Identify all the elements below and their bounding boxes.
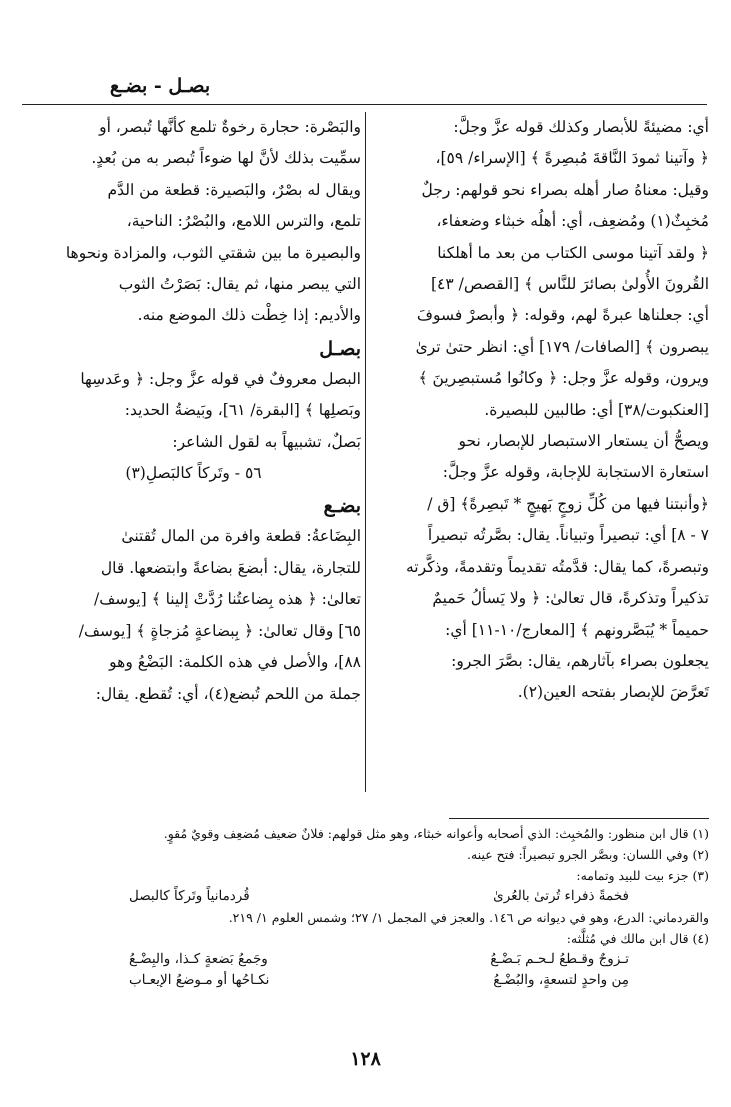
- footnote-verse: [19, 886, 709, 907]
- page-header: بصـل - بضـع: [109, 75, 211, 97]
- text-line: استعارة الاستجابة للإجابة، وقوله عزَّ وجلَّ:: [442, 463, 709, 482]
- text-line: البِضَاعةُ: قطعة وافرة من المال تُقتنىٰ: [121, 527, 361, 546]
- text-line: [العنكبوت/٣٨] أي: طالبين للبصيرة.: [484, 400, 709, 419]
- verse-hemistich: نكـاحُها أو مـوضعُ الإيعـاب: [129, 972, 270, 988]
- text-line: التي يبصر منها، ثم يقال: بَصَرْتُ الثوب: [118, 275, 361, 294]
- text-line: ويقال له بصْرٌ، والبَصيرة: قطعة من الدَّم: [107, 180, 361, 199]
- verse-line: ٥٦ - وتَركاً كالبَصلِ(٣): [125, 464, 262, 483]
- entry-heading-bada: بضـع: [323, 495, 361, 518]
- text-line: حميماً * يُبَصَّرونهم ﴾ [المعارج/١٠-١١] أي:: [445, 620, 709, 639]
- text-line: بَصلٌ، تشبيهاً به لقول الشاعر:: [172, 432, 361, 451]
- verse-hemistich: مِن واحدٍ لتسعةٍ، والبُضْـعُ: [493, 972, 629, 988]
- footnote-verse: [19, 949, 709, 970]
- text-line: ﴿ ولقد آتينا موسى الكتاب من بعد ما أهلكنا: [437, 243, 709, 262]
- text-line: ٧ - ٨] أي: تبصيراً وتبياناً. يقال: بصَّرتُه تبصيراً: [427, 526, 709, 545]
- text-line: أي: مضيئةً للأبصار وكذلك قوله عزَّ وجلَّ:: [453, 118, 709, 136]
- footnotes: [19, 823, 709, 991]
- text-line: تعالىٰ: ﴿ هذه بِضاعتُنا رُدَّتْ إلينا ﴾ [يوسف/: [94, 590, 361, 609]
- text-line: ويصحُّ أن يستعار الاستبصار للإبصار، نحو: [458, 432, 709, 451]
- text-line: ﴿ وآتينا ثمودَ النَّاقةَ مُبصِرةً ﴾ [الإسراء/ ٥٩]،: [435, 149, 709, 168]
- header-rule: [22, 104, 707, 105]
- text-line: ٨٨]، والأصل في هذه الكلمة: البَضْعُ وهو: [109, 653, 361, 672]
- text-line: وتبصرةً، كما يقال: قدَّمتُه تقديماً وتقدمةً، وذكَّرته: [405, 557, 709, 576]
- text-line: جملة من اللحم تُبضع(٤)، أي: تُقطع. يقال:: [95, 684, 361, 703]
- verse-hemistich: تـزوجٌ وقـطعُ لـحـم بَـضْـعُ: [490, 951, 629, 967]
- text-line: يجعلون بصراء بآثارهم، يقال: بصَّرَ الجرو:: [451, 651, 709, 670]
- text-line: للتجارة، يقال: أبضعَ بضاعةً وابتضعها. قال: [100, 558, 361, 577]
- text-line: والبَصْرة: حجارة رخوةٌ تلمع كأنَّها تُبصر، أو: [99, 118, 361, 136]
- footnote-rule: [449, 818, 709, 819]
- right-column: [374, 112, 709, 709]
- verse-hemistich: وجَمعُ بَضعةٍ كـذا، والبِضْـعُ: [129, 951, 268, 967]
- column-divider: [365, 112, 366, 792]
- footnote: (١) قال ابن منظور: والمُخبِث: الذي أصحابه وأعوانه خبثاء، وهو مثل قولهم: فلانٌ ضعيف مُضعِف وقويٌ مُقوٍ.: [163, 826, 709, 841]
- text-line: وقيل: معناهُ صار أهله بصراء نحو قولهم: رجلٌ: [421, 180, 709, 199]
- text-line: والبصيرة ما بين شقتي الثوب، والمزادة ونحوها: [65, 243, 361, 262]
- footnote: (٢) وفي اللسان: وبصَّر الجرو تبصيراً: فتح عينه.: [467, 847, 709, 862]
- text-line: سمِّيت بذلك لأنَّ لها ضوءاً تُبصر به من بُعدٍ.: [91, 149, 361, 168]
- text-line: يبصرون ﴾ [الصافات/ ١٧٩] أي: انظر حتىٰ ترىٰ: [415, 337, 709, 356]
- left-column: [26, 112, 361, 710]
- entry-heading-basal: بصـل: [319, 337, 361, 360]
- text-line: تذكيراً وتذكرةً، قال تعالىٰ: ﴿ ولا يَسألُ حَميمٌ: [432, 589, 709, 608]
- text-line: مُخبِثٌ(١) ومُضعِف، أي: أهلُه خبثاء وضعفاء،: [436, 212, 709, 231]
- text-line: والأديم: إذا خِطْت ذلك الموضع منه.: [137, 306, 361, 325]
- footnote: (٣) جزء بيت للبيد وتمامه:: [576, 868, 709, 883]
- text-line: ﴿وأنبتنا فيها من كُلِّ زوجٍ بَهيجٍ * تَبصِرةً﴾ [ق /: [427, 494, 709, 513]
- text-line: البصل معروفٌ في قوله عزَّ وجل: ﴿ وعَدسِها: [80, 369, 361, 388]
- verse-hemistich: فخمةً ذفراء تُرتىٰ بالعُرىٰ: [493, 888, 629, 904]
- page-number: ١٢٨: [350, 1048, 381, 1070]
- text-line: أي: جعلناها عبرةً لهم، وقوله: ﴿ وأبصرْ فسوفَ: [416, 306, 709, 325]
- verse-hemistich: قُردمانياً وتَركاً كالبصل: [129, 888, 250, 904]
- text-line: ٦٥] وقال تعالىٰ: ﴿ بِبضاعةٍ مُزجاةٍ ﴾ [يوسف/: [78, 621, 361, 640]
- text-line: ويرون، وقوله عزَّ وجل: ﴿ وكانُوا مُستبصِرينَ ﴾: [418, 369, 709, 388]
- text-line: تلمع، والترس اللامع، والبُصْرُ: الناحية،: [126, 212, 361, 231]
- footnote-verse: [19, 970, 709, 991]
- text-line: القُرونَ الأُولىٰ بصائرَ للنَّاس ﴾ [القصص/ ٤٣]: [430, 275, 709, 294]
- footnote: (٤) قال ابن مالك في مُثلَّثه:: [566, 931, 709, 946]
- footnote: والقردماني: الدرع، وهو في ديوانه ص ١٤٦. والعجز في المجمل ١/ ٢٧؛ وشمس العلوم ١/ ٢١٩.: [228, 910, 709, 925]
- text-line: تَعرَّضَ للإبصار بفتحه العين(٢).: [517, 683, 709, 702]
- text-line: وبَصلِها ﴾ [البقرة/ ٦١]، وبَيضةُ الحديد:: [124, 401, 361, 420]
